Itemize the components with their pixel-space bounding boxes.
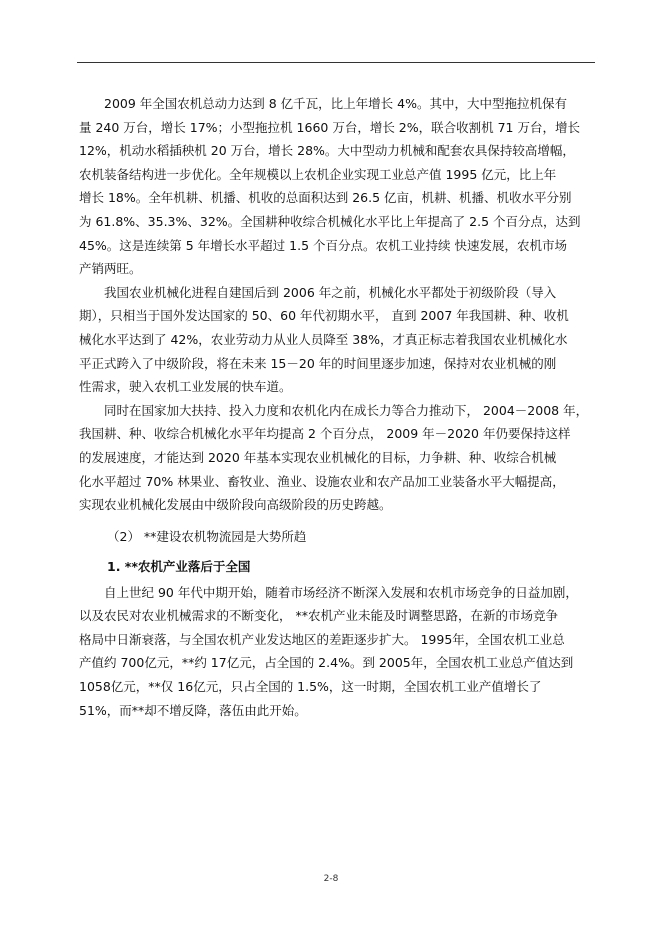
paragraph-line: 为 61.8%、35.3%、32%。全国耕种收综合机械化水平比上年提高了 2.5 个百分点，达到 (79, 213, 581, 229)
paragraph-line: 农机装备结构进一步优化。全年规模以上农机企业实现工业总产值 1995 亿元，比上年 (79, 166, 557, 182)
paragraph-line: 平正式跨入了中级阶段，将在未来 15－20 年的时间里逐步加速，保持对农业机械的刚 (79, 355, 557, 371)
paragraph-2 (79, 281, 597, 399)
paragraph-line: 自上世纪 90 年代中期开始，随着市场经济不断深入发展和农机市场竞争的日益加剧， (104, 584, 578, 600)
paragraph-line: 格局中日渐衰落，与全国农机产业发达地区的差距逐步扩大。 1995年，全国农机工业总 (79, 631, 565, 647)
paragraph-line: 产值约 700亿元，**约 17亿元，占全国的 2.4%。到 2005年，全国农机工业总产值达到 (79, 655, 574, 671)
page-number: 2-8 (323, 874, 339, 884)
paragraph-line: 实现农业机械化发展由中级阶段向高级阶段的历史跨越。 (79, 497, 392, 513)
paragraph-line: 同时在国家加大扶持、投入力度和农机化内在成长力等合力推动下， 2004－2008 年， (104, 402, 589, 418)
paragraph-line: 1058亿元，**仅 16亿元，只占全国的 1.5%，这一时期，全国农机工业产值增长了 (79, 679, 542, 695)
page-body (79, 92, 597, 722)
paragraph-line: 性需求，驶入农机工业发展的快车道。 (79, 379, 292, 395)
header-rule (77, 62, 595, 63)
paragraph-line: 增长 18%。全年机耕、机播、机收的总面积达到 26.5 亿亩，机耕、机播、机收水平分别 (79, 190, 572, 206)
paragraph-line: 45%。这是连续第 5 年增长水平超过 1.5 个百分点。农机工业持续 快速发展，农机市场 (79, 237, 567, 253)
paragraph-line: 的发展速度，才能达到 2020 年基本实现农业机械化的目标，力争耕、种、收综合机械 (79, 449, 557, 465)
paragraph-1 (79, 92, 597, 281)
paragraph-line: 量 240 万台，增长 17%；小型拖拉机 1660 万台，增长 2%，联合收割机 71 万台，增长 (79, 119, 580, 135)
paragraph-line: 期），只相当于国外发达国家的 50、60 年代初期水平， 直到 2007 年我国耕、种、收机 (79, 308, 569, 324)
paragraph-line: 2009 年全国农机总动力达到 8 亿千瓦，比上年增长 4%。其中，大中型拖拉机保有 (104, 96, 567, 111)
paragraph-line: 12%，机动水稻插秧机 20 万台，增长 28%。大中型动力机械和配套农具保持较高增幅， (79, 143, 575, 159)
paragraph-4 (79, 581, 597, 723)
paragraph-line: 以及农民对农业机械需求的不断变化， **农机产业未能及时调整思路，在新的市场竞争 (79, 608, 558, 624)
paragraph-line: 械化水平达到了 42%，农业劳动力从业人员降至 38%，才真正标志着我国农业机械化水 (79, 331, 568, 347)
paragraph-line: 51%，而**却不增反降，落伍由此开始。 (79, 702, 307, 718)
paragraph-line: 产销两旺。 (79, 261, 142, 277)
paragraph-line: 我国农业机械化进程自建国后到 2006 年之前，机械化水平都处于初级阶段（导入 (104, 284, 557, 300)
paragraph-3 (79, 399, 597, 517)
subsection-heading: 1. **农机产业落后于全国 (107, 558, 251, 574)
paragraph-line: 我国耕、种、收综合机械化水平年均提高 2 个百分点， 2009 年－2020 年仍要保持这样 (79, 426, 571, 442)
section-heading: （2） **建设农机物流园是大势所趋 (107, 528, 307, 544)
paragraph-line: 化水平超过 70% 林果业、畜牧业、渔业、设施农业和农产品加工业装备水平大幅提高， (79, 473, 565, 489)
